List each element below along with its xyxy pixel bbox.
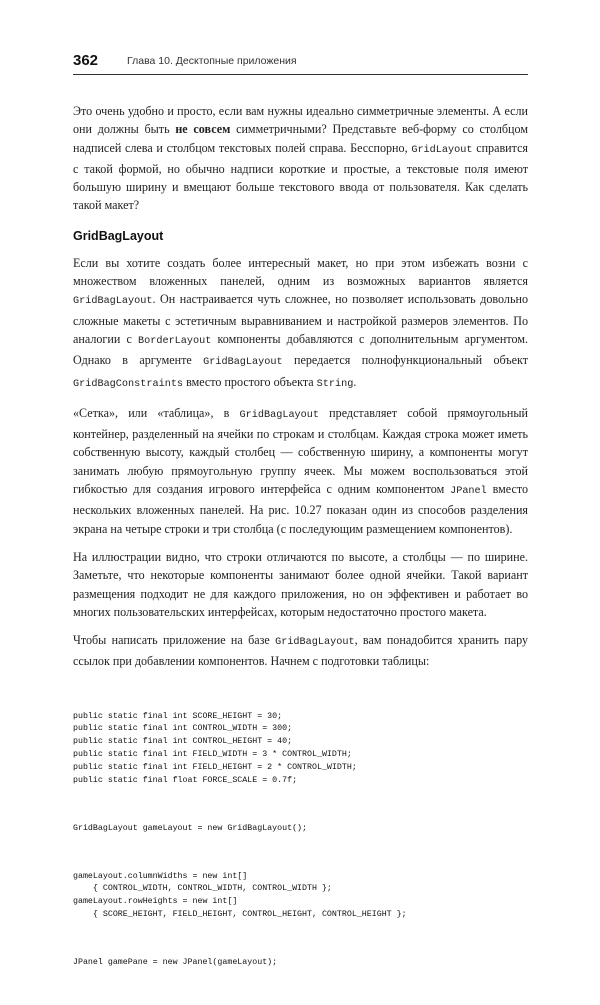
code-line: GridBagLayout gameLayout = new GridBagLayout(); [73, 823, 308, 833]
code-line: gameLayout.columnWidths = new int[] [73, 871, 248, 881]
code-panel [73, 957, 528, 970]
page-number: 362 [73, 52, 99, 69]
chapter-title: Глава 10. Десктопные приложения [127, 55, 297, 67]
header-rule [73, 74, 528, 75]
paragraph-3: «Сетка», или «таблица», в GridBagLayout представляет собой прямоугольный контейнер, разделенный на ячейки по строкам и столбцам. Каждая строка может иметь собственную высоту, каждый столбец — собственную ширину, а компоненты могут занимать любую прямоугольную группу ячеек. Мы можем воспользоваться этой гибкостью для создания игрового интерфейса с одним компонентом JPanel вместо нескольких вложенных панелей. На рис. 10.27 показан один из способов разделения экрана на четыре строки и три столбца (с последующим размещением компонентов). [73, 405, 529, 536]
code-line: public static final int SCORE_HEIGHT = 30; [73, 711, 283, 721]
code-line: public static final int CONTROL_HEIGHT = 40; [73, 737, 293, 747]
section-title: GridBagLayout [73, 228, 164, 243]
paragraph-5: Чтобы написать приложение на базе GridBagLayout, вам понадобится хранить пару ссылок при добавлении компонентов. Начнем с подготовки таблицы: [73, 633, 529, 669]
code-layout-init [73, 823, 528, 836]
code-line: public static final int FIELD_WIDTH = 3 * CONTROL_WIDTH; [73, 750, 352, 760]
paragraph-1: Это очень удобно и просто, если вам нужны идеально симметричные элементы. А если они должны быть не совсем симметричными? Представьте веб-форму со столбцом надписей слева и столбцом текстовых полей справа. Бесспорно, GridLayout справится с такой формой, но обычно надписи короткие и простые, а текстовые поля имеют большую ширину и вмещают больше текстового ввода от пользователя. Как сделать такой макет? [73, 104, 528, 213]
page-header [73, 50, 528, 74]
code-line: { CONTROL_WIDTH, CONTROL_WIDTH, CONTROL_WIDTH }; [73, 884, 332, 894]
code-line: gameLayout.rowHeights = new int[] [73, 897, 238, 907]
code-line: public static final float FORCE_SCALE = 0.7f; [73, 776, 298, 786]
code-line: { SCORE_HEIGHT, FIELD_HEIGHT, CONTROL_HEIGHT, CONTROL_HEIGHT }; [73, 910, 407, 920]
code-listing [73, 685, 528, 1005]
code-grid-sizes [73, 871, 528, 923]
paragraph-4: На иллюстрации видно, что строки отличаются по высоте, а столбцы — по ширине. Заметьте, что некоторые компоненты занимают более одной ячейки. Такой вариант размещения подходит не для каждого приложения, но он эффективен и работает во многих пользовательских интерфейсах, которым недостаточно простого макета. [73, 549, 528, 619]
page-content [73, 102, 528, 1005]
code-line: public static final int FIELD_HEIGHT = 2 * CONTROL_WIDTH; [73, 763, 357, 773]
code-line: public static final int CONTROL_WIDTH = 300; [73, 724, 293, 734]
code-line: JPanel gamePane = new JPanel(gameLayout); [73, 957, 278, 967]
paragraph-2: Если вы хотите создать более интересный макет, но при этом избежать возни с множеством вложенных панелей, одним из возможных вариантов является GridBagLayout. Он настраивается чуть сложнее, но позволяет использовать довольно сложные макеты с эстетичным выравниванием и настройкой размеров элементов. По аналогии с BorderLayout компоненты добавляются с дополнительным аргументом. Однако в аргументе GridBagLayout передается полнофункциональный объект GridBagConstraints вместо простого объекта String. [73, 255, 528, 390]
code-constants [73, 711, 528, 788]
